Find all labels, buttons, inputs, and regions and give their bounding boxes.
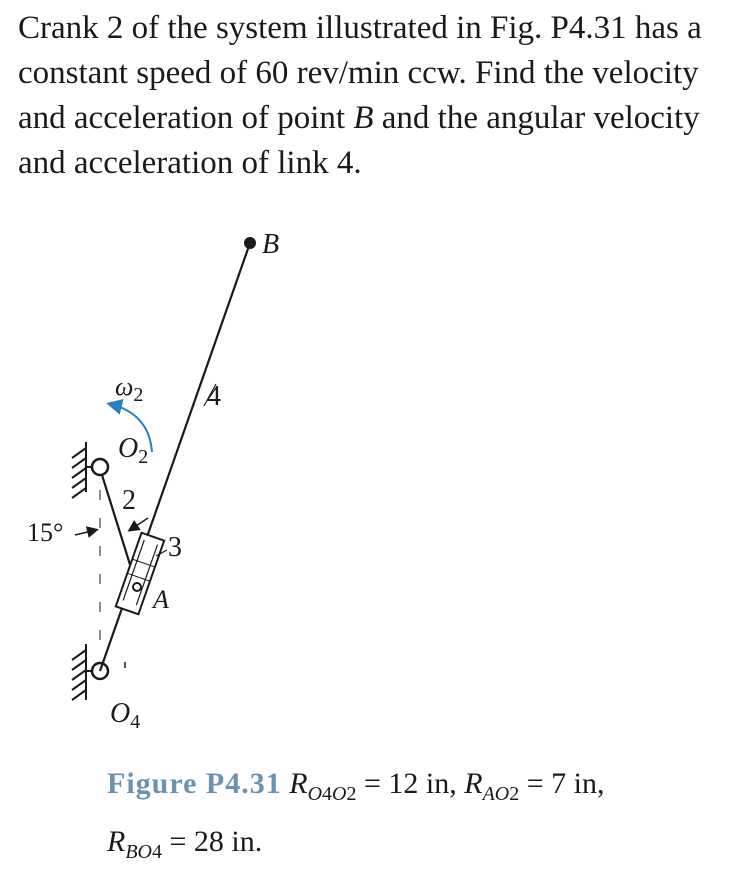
figure-caption: [107, 760, 727, 876]
label-link-3: 3: [168, 532, 182, 563]
link-2-leader: [130, 518, 148, 530]
r-bo4-sub: BO: [125, 841, 152, 863]
r-bo4-symbol: R: [107, 825, 126, 858]
eq-3: = 28 in.: [162, 825, 263, 858]
r-bo4-sub-4: 4: [152, 841, 162, 863]
label-o4: $O_4$: [110, 698, 141, 733]
r-o4o2-sub-2: 2: [346, 783, 357, 805]
angle-arrow: [75, 530, 96, 535]
r-o4o2-sub-o: O: [307, 783, 323, 805]
r-ao2-sub: AO: [482, 783, 510, 805]
label-omega-2: $\omega_2$: [115, 372, 144, 406]
problem-text-1: Crank 2 of the system illustrated in Fig. P4.31 has a constant speed of 60 rev/min ccw. Find the velocity and acceleration of point: [18, 10, 702, 136]
label-a: A: [153, 585, 169, 614]
caption-line-1: [107, 760, 727, 818]
r-ao2-symbol: R: [464, 767, 483, 800]
label-link-4: 4: [207, 381, 221, 412]
r-ao2-sub-2: 2: [509, 783, 520, 805]
pin-a: [133, 583, 141, 591]
r-o4o2-sub-4: 4: [322, 783, 333, 805]
caption-label: Figure P4.31: [107, 767, 282, 800]
point-b: [244, 237, 256, 249]
label-b: B: [262, 229, 280, 260]
r-o4o2-sub-o2: O: [332, 783, 347, 805]
label-angle: 15°: [27, 518, 64, 547]
pivot-o2: [92, 459, 108, 475]
label-o2: $O_2$: [118, 433, 149, 468]
eq-1: = 12 in,: [356, 767, 465, 800]
problem-text-2: and the angular velocity and acceleration of link 4.: [18, 100, 700, 181]
point-b-ref: B: [353, 100, 374, 136]
eq-2: = 7 in,: [519, 767, 605, 800]
r-o4o2-symbol: R: [289, 767, 308, 800]
label-link-2: 2: [122, 485, 136, 516]
caption-line-2: [107, 818, 727, 876]
